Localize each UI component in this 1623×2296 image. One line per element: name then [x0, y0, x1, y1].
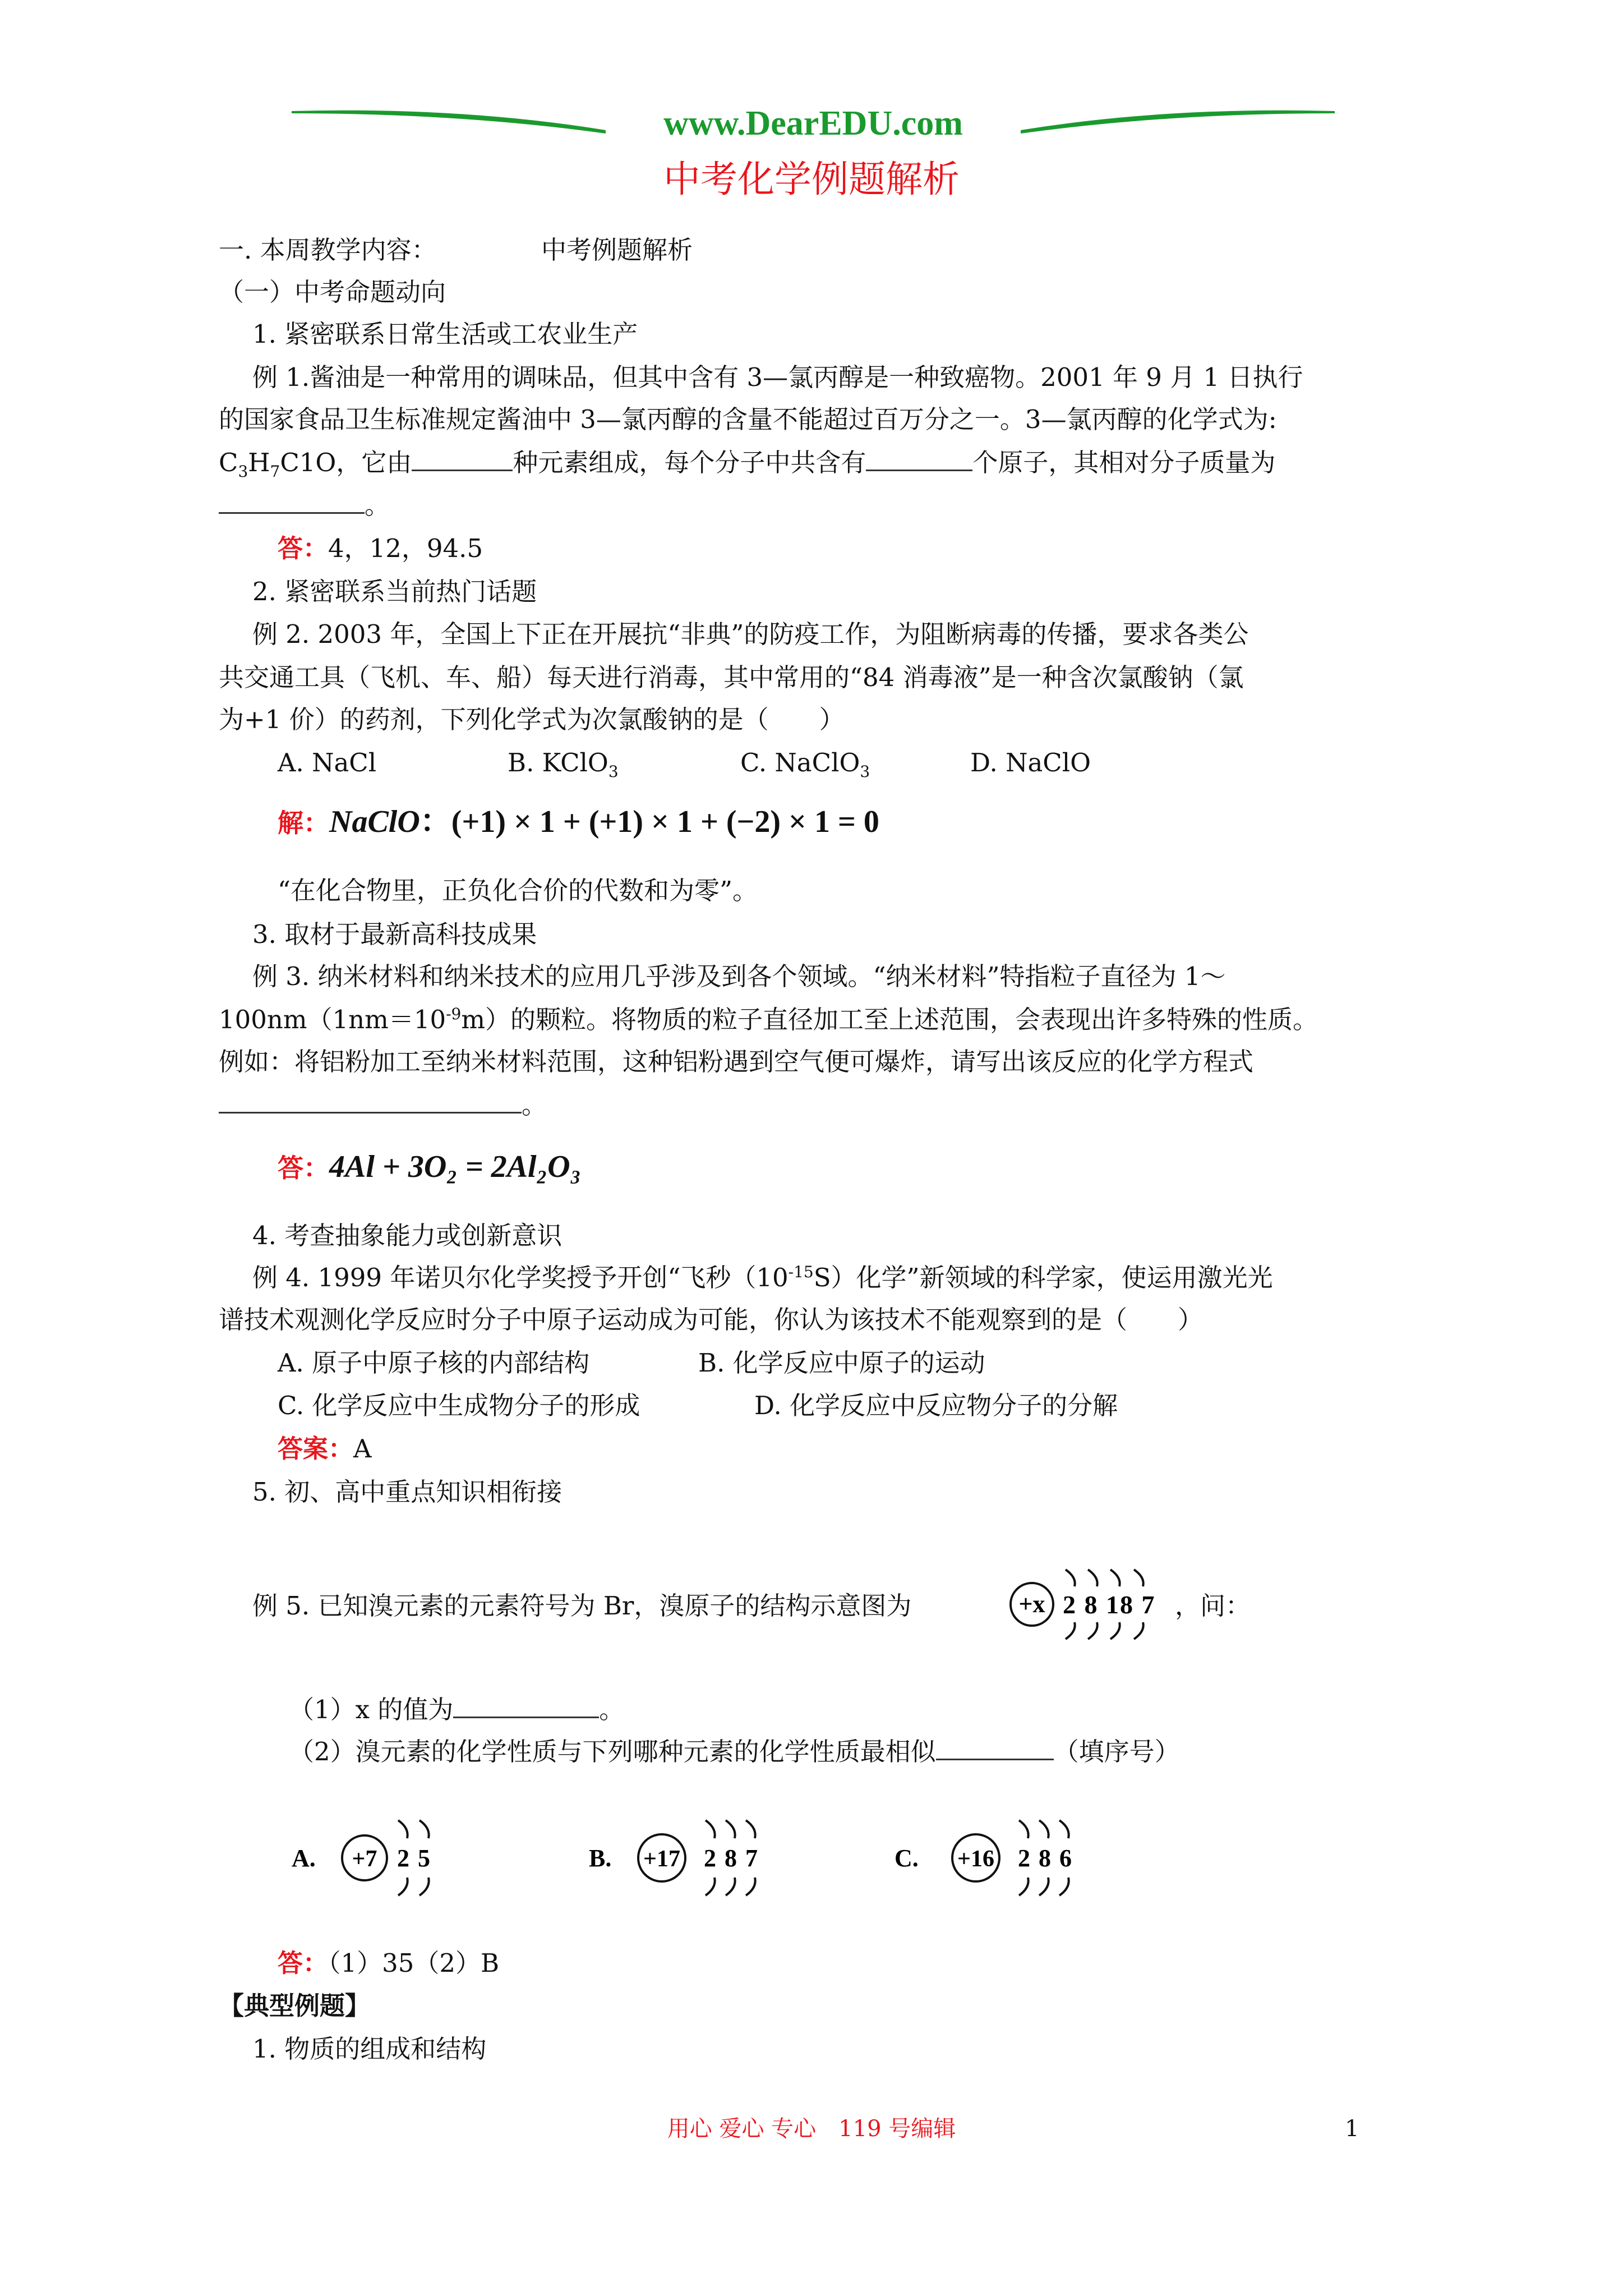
option-a: A. NaCl — [278, 748, 377, 777]
typical-item-1: 1. 物质的组成和结构 — [252, 2034, 487, 2064]
topic-4: 4. 考查抽象能力或创新意识 — [252, 1221, 562, 1250]
text: 个原子，其相对分子质量为 — [972, 448, 1276, 477]
shell-electrons: 2 8 6 — [1018, 1844, 1073, 1872]
text: 种元素组成，每个分子中共含有 — [513, 448, 866, 477]
text: 例 4. 1999 年诺贝尔化学奖授予开创“飞秒（10 — [252, 1263, 789, 1292]
nucleus-label: +17 — [643, 1846, 680, 1872]
section-heading-sub: 中考例题解析 — [541, 235, 693, 265]
exponent: -15 — [788, 1263, 814, 1281]
answer-label: 答： — [278, 533, 329, 563]
ex3-line2 — [219, 1004, 1318, 1036]
ex3-line1: 例 3. 纳米材料和纳米技术的应用几乎涉及到各个领域。“纳米材料”特指粒子直径为 1～ — [252, 961, 1226, 991]
ex3-line4 — [219, 1089, 547, 1121]
ex2-line1: 例 2. 2003 年，全国上下正在开展抗“非典”的防疫工作，为阻断病毒的传播，要求各类公 — [252, 619, 1249, 649]
footer-text: 用心 爱心 专心 119 号编辑 — [667, 2116, 956, 2142]
page-title: 中考化学例题解析 — [663, 158, 960, 201]
solution-label: 解： — [278, 809, 329, 838]
answer-3 — [278, 1147, 581, 1188]
formula-c: C — [219, 448, 238, 477]
text: （1）x 的值为 — [289, 1695, 454, 1724]
atom-structure-icon — [1004, 1548, 1189, 1660]
exponent: -9 — [446, 1005, 462, 1023]
text: C. NaClO — [740, 748, 860, 777]
text: 。 — [365, 490, 390, 520]
atom-structure-icon — [589, 1803, 791, 1910]
ex4-line2: 谱技术观测化学反应时分子中原子运动成为可能，你认为该技术不能观察到的是（ ） — [219, 1305, 1204, 1335]
ex4-line1 — [252, 1262, 1273, 1294]
atom-structure-icon — [895, 1803, 1096, 1910]
formula-h: H — [248, 448, 270, 477]
atom-option-c — [895, 1803, 1096, 1912]
section-heading-2: （一）中考命题动向 — [219, 277, 446, 307]
typical-examples-heading: 【典型例题】 — [219, 1991, 371, 2021]
equation: ：(+1) × 1 + (+1) × 1 + (−2) × 1 = 0 — [419, 804, 879, 839]
site-name[interactable]: www.DearEDU.com — [663, 104, 963, 142]
blank-field[interactable] — [219, 490, 365, 514]
option-b — [508, 747, 619, 779]
ex5-line1-end: ，问： — [1175, 1591, 1251, 1621]
nucleus-label: +7 — [352, 1846, 377, 1872]
nucleus-label: +16 — [957, 1846, 994, 1872]
answer-label: 答： — [278, 1948, 329, 1978]
text: S）化学”新领域的科学家，使运用激光光 — [813, 1263, 1273, 1292]
page-number: 1 — [1345, 2116, 1359, 2142]
option-label: A. — [292, 1844, 316, 1872]
ex1-line3 — [219, 447, 1276, 481]
option-c — [740, 747, 870, 779]
header-banner — [292, 101, 1335, 146]
text: C1O，它由 — [280, 448, 412, 477]
ex3-line3: 例如：将铝粉加工至纳米材料范围，这种铝粉遇到空气便可爆炸，请写出该反应的化学方程式 — [219, 1047, 1254, 1076]
answer-label: 答： — [278, 1154, 329, 1182]
ex1-line1: 例 1.酱油是一种常用的调味品，但其中含有 3—氯丙醇是一种致癌物。2001 年 9 月 1 日执行 — [252, 362, 1303, 392]
shell-electrons: 2 5 — [397, 1844, 431, 1872]
note-2: “在化合物里，正负化合价的代数和为零”。 — [278, 876, 758, 905]
topic-1: 1. 紧密联系日常生活或工农业生产 — [252, 319, 638, 349]
shell-electrons: 2 8 7 — [704, 1844, 759, 1872]
bromine-atom-diagram — [1004, 1548, 1189, 1663]
ex1-line4 — [219, 490, 390, 521]
option-a: A. 原子中原子核的内部结构 — [278, 1348, 590, 1378]
solution-2 — [278, 802, 879, 843]
text: （2）溴元素的化学性质与下列哪种元素的化学性质最相似 — [289, 1737, 936, 1766]
nucleus-label: +x — [1018, 1590, 1045, 1618]
option-b: B. 化学反应中原子的运动 — [698, 1348, 985, 1378]
question-5-2 — [289, 1736, 1180, 1768]
blank-field[interactable] — [936, 1736, 1054, 1760]
option-d: D. 化学反应中反应物分子的分解 — [754, 1391, 1118, 1420]
text: B. KClO — [508, 748, 608, 777]
answer-5 — [278, 1948, 499, 1979]
question-5-1 — [289, 1694, 624, 1726]
blank-field[interactable] — [866, 447, 972, 471]
text: m）的颗粒。将物质的粒子直径加工至上述范围，会表现出许多特殊的性质。 — [461, 1005, 1318, 1034]
answer-1 — [278, 533, 483, 564]
formula-sub: 7 — [270, 462, 280, 481]
topic-5: 5. 初、高中重点知识相衔接 — [252, 1477, 562, 1507]
topic-2: 2. 紧密联系当前热门话题 — [252, 577, 537, 606]
answer-text: 4，12，94.5 — [328, 533, 483, 563]
atom-structure-icon — [292, 1803, 460, 1910]
answer-4 — [278, 1433, 372, 1465]
topic-3: 3. 取材于最新高科技成果 — [252, 919, 537, 949]
answer-text: （1）35（2）B — [328, 1948, 500, 1978]
option-c: C. 化学反应中生成物分子的形成 — [278, 1391, 640, 1420]
option-label: C. — [895, 1844, 919, 1872]
answer-label: 答案： — [278, 1434, 354, 1464]
shell-electrons: 2 8 18 7 — [1063, 1590, 1156, 1619]
answer-text: A — [353, 1434, 372, 1464]
ex5-line1: 例 5. 已知溴元素的元素符号为 Br，溴原子的结构示意图为 — [252, 1591, 912, 1621]
text: 100nm（1nm＝10 — [219, 1005, 446, 1034]
section-heading-1 — [219, 234, 437, 266]
ex2-line3: 为+1 价）的药剂，下列化学式为次氯酸钠的是（ ） — [219, 705, 845, 734]
text: 。 — [599, 1695, 625, 1724]
atom-option-a — [292, 1803, 460, 1912]
blank-field[interactable] — [219, 1089, 522, 1114]
ex1-line2: 的国家食品卫生标准规定酱油中 3—氯丙醇的含量不能超过百万分之一。3—氯丙醇的化学式为: — [219, 404, 1277, 434]
formula-sub: 3 — [860, 762, 870, 781]
text: （填序号） — [1053, 1737, 1180, 1766]
blank-field[interactable] — [453, 1694, 599, 1718]
formula: NaClO — [329, 804, 420, 839]
ex2-line2: 共交通工具（飞机、车、船）每天进行消毒，其中常用的“84 消毒液”是一种含次氯酸钠（氯 — [219, 662, 1244, 692]
equation: 4Al + 3O₂ = 2Al₂O₃ — [329, 1149, 582, 1184]
formula-sub: 3 — [238, 462, 248, 481]
blank-field[interactable] — [412, 447, 513, 471]
formula-sub: 3 — [608, 762, 619, 781]
option-label: B. — [589, 1844, 612, 1872]
section-heading-text: 一. 本周教学内容： — [219, 235, 437, 265]
atom-option-b — [589, 1803, 791, 1912]
text: 。 — [522, 1090, 547, 1120]
option-d: D. NaClO — [970, 748, 1091, 777]
